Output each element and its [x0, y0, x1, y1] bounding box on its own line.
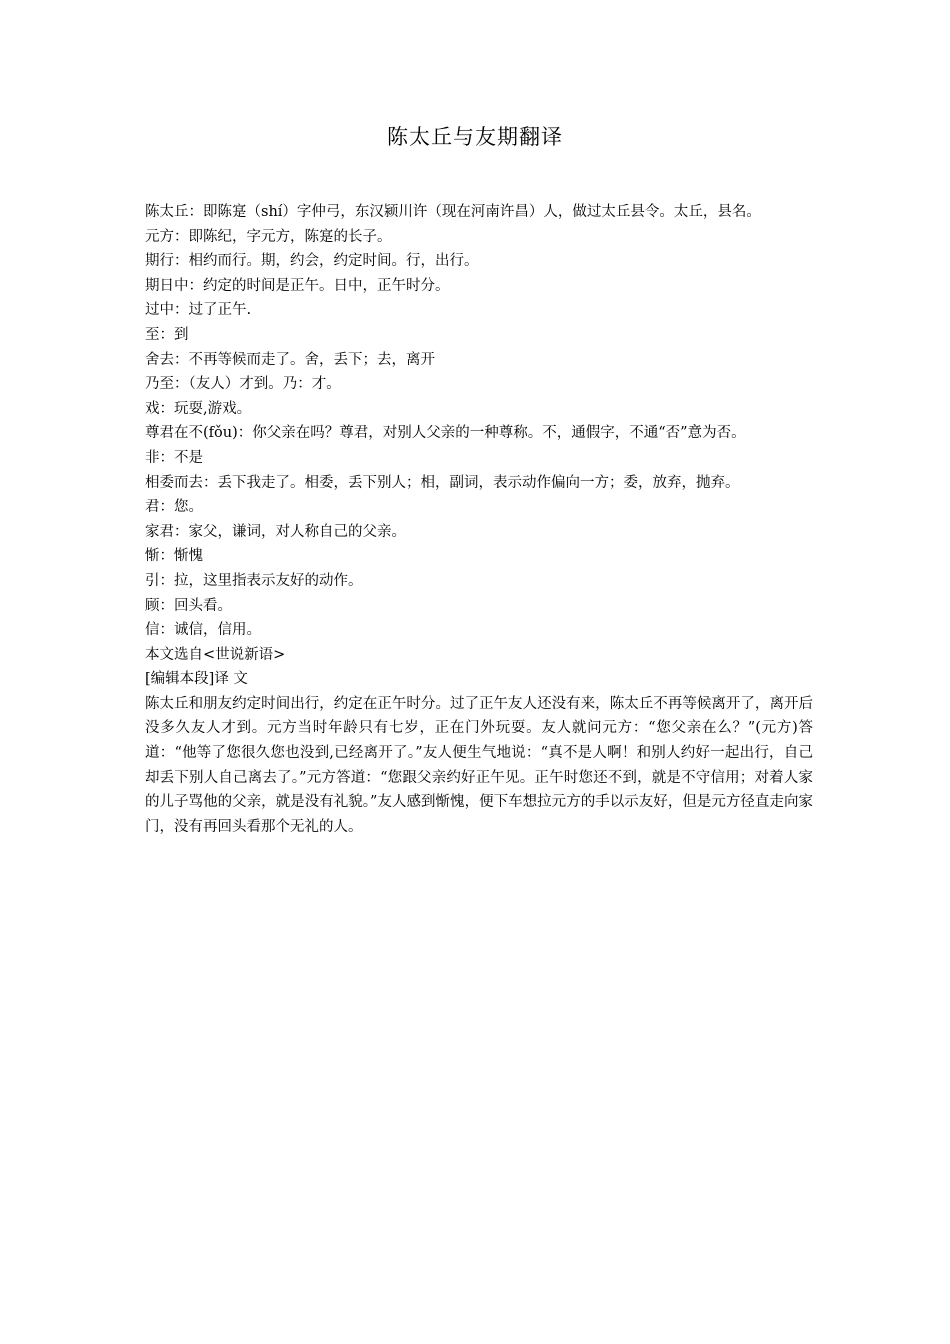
translation-paragraph: 陈太丘和朋友约定时间出行，约定在正午时分。过了正午友人还没有来，陈太丘不再等候离开了，离开后没多久友人才到。元方当时年龄只有七岁，正在门外玩耍。友人就问元方：“您父亲在么？”(元方)答道：“他等了您很久您也没到,已经离开了。”友人便生气地说：“真不是人啊！和别人约好一起出行，自己却丢下别人自己离去了。”元方答道：“您跟父亲约好正午见。正午时您还不到，就是不守信用；对着人家的儿子骂他的父亲，就是没有礼貌。”友人感到惭愧，便下车想拉元方的手以示友好，但是元方径直走向家门，没有再回头看那个无礼的人。	[145, 695, 813, 835]
annotation-line: 尊君在不(fǒu)：你父亲在吗？尊君，对别人父亲的一种尊称。不，通假字，不通“否”意为否。	[145, 425, 746, 442]
annotation-line: 陈太丘：即陈寔（shí）字仲弓，东汉颍川许（现在河南许昌）人，做过太丘县令。太丘，县名。	[145, 204, 761, 220]
annotation-line: 家君：家父，谦词，对人称自己的父亲。	[145, 523, 406, 540]
annotation-line: 期行：相约而行。期，约会，约定时间。行，出行。	[145, 253, 479, 270]
annotation-line: 元方：即陈纪，字元方，陈寔的长子。	[145, 228, 392, 245]
annotation-line: 引：拉，这里指表示友好的动作。	[145, 572, 363, 589]
annotation-line: 顾：回头看。	[145, 597, 232, 614]
annotation-line: 过中：过了正午.	[145, 302, 252, 319]
annotation-line: 舍去：不再等候而走了。舍，丢下；去，离开	[145, 351, 435, 368]
annotation-line: 惭：惭愧	[145, 548, 203, 565]
page-title: 陈太丘与友期翻译	[387, 125, 563, 149]
annotation-line: 非：不是	[145, 449, 203, 466]
annotation-line: 相委而去：丢下我走了。相委，丢下别人；相，副词，表示动作偏向一方；委，放弃，抛弃。	[145, 474, 740, 491]
annotation-line: 乃至：（友人）才到。乃：才。	[145, 376, 341, 393]
section-heading: [编辑本段]译 文	[145, 671, 248, 688]
source-note: 本文选自<世说新语>	[145, 646, 286, 663]
annotation-line: 君：您。	[145, 499, 203, 516]
annotation-line: 至：到	[145, 326, 189, 343]
annotation-line: 戏：玩耍,游戏。	[145, 400, 252, 417]
annotation-line: 期日中：约定的时间是正午。日中，正午时分。	[145, 277, 450, 294]
annotation-line: 信：诚信，信用。	[145, 622, 261, 639]
document-body	[145, 200, 825, 839]
